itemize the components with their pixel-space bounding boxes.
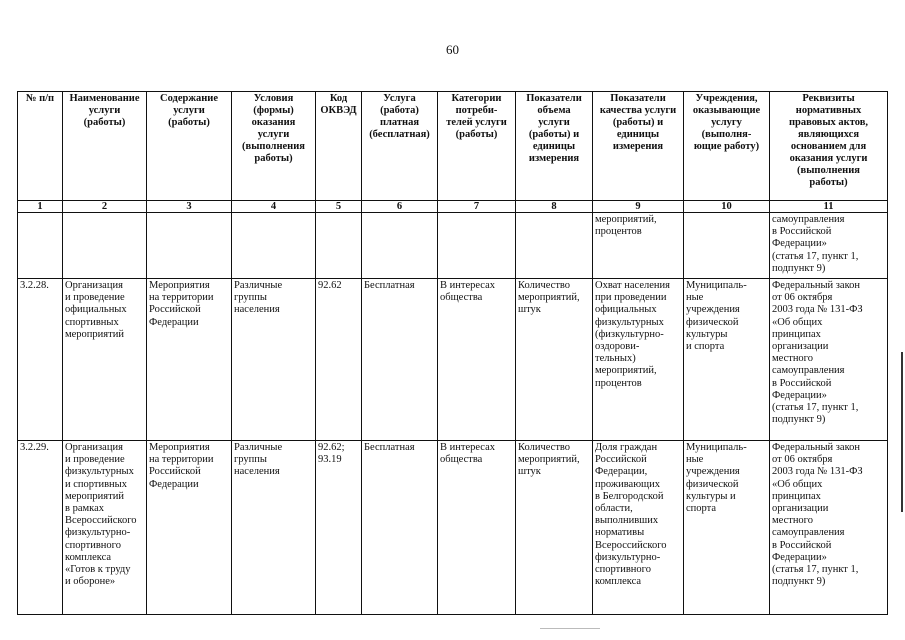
header-line: Наименование [69,93,140,104]
cell-line: выполнивших [595,515,659,527]
column-number: 8 [516,201,593,213]
column-number: 3 [147,201,232,213]
column-number: 2 [63,201,147,213]
column-header [684,92,770,201]
cell-line: Бесплатная [364,442,415,453]
cell-line: общества [440,454,483,466]
column-number: 6 [362,201,438,213]
table-cell [362,441,438,615]
header-line: (формы) [253,105,294,116]
table-cell [147,441,232,615]
header-line: работы) [254,153,293,164]
cell-line: штук [518,466,541,478]
cell-line: культуры [686,328,728,340]
cell-line: физической [686,316,739,328]
column-number-row [18,201,888,213]
cell-line: в рамках [65,503,104,515]
cell-line: физической [686,478,739,490]
cell-line: и проведение [65,292,125,304]
header-line: (бесплатная) [369,129,430,140]
column-number: 1 [18,201,63,213]
header-line: оказания услуги [789,153,868,164]
column-number: 5 [316,201,362,213]
table-cell [593,279,684,441]
cell-line: Российской [149,466,201,478]
cell-line: и спортивных [65,478,127,490]
cell-line: Организация [65,280,123,291]
cell-line: В интересах [440,280,495,291]
header-line: (работа) [380,105,419,116]
cell-line: Муниципаль- [686,442,747,453]
cell-line: ные [686,292,704,304]
table-cell [316,279,362,441]
cell-line: тельных) [595,353,636,365]
header-line: услуги [88,105,121,116]
cell-line: «Об общих [772,478,823,490]
header-row [18,92,888,201]
header-line: ОКВЭД [320,105,357,116]
margin-mark [901,352,903,512]
cell-line: группы [234,454,267,466]
cell-line: подпункт 9) [772,414,826,426]
table-cell [147,213,232,279]
header-line: являющихся [797,129,859,140]
header-line: (работы) [455,129,498,140]
table-cell [438,279,516,441]
cell-line: Федерации [149,478,199,490]
header-line: измерения [612,141,664,152]
services-table [17,91,888,615]
table-cell [232,441,316,615]
table-cell [147,279,232,441]
cell-line: при проведении [595,292,667,304]
header-line: (выполнения [242,141,305,152]
cell-line: 2003 года № 131-ФЗ [772,304,863,316]
cell-line: Количество [518,280,571,291]
column-header [362,92,438,201]
cell-line: от 06 октября [772,292,833,304]
cell-line: местного [772,353,813,365]
cell-line: и проведение [65,454,125,466]
header-line: оказывающие [692,105,761,116]
header-line: потреби- [455,105,498,116]
cell-line: в Российской [772,377,832,389]
cell-line: и обороне» [65,576,116,588]
table-cell [593,213,684,279]
header-line: Содержание [160,93,218,104]
cell-line: спортивных [65,316,119,328]
cell-line: мероприятий, [518,292,580,304]
column-header [18,92,63,201]
header-line: (работы) и [612,117,664,128]
table-cell [63,213,147,279]
cell-line: проживающих [595,478,661,490]
cell-line: группы [234,292,267,304]
cell-line: спорта [686,503,717,515]
cell-line: физкультурно- [65,527,131,539]
cell-line: официальных [595,304,657,316]
table-row [18,213,888,279]
cell-line: Российской [149,304,201,316]
cell-line: в Российской [772,539,832,551]
cell-line: физкультурных [595,316,664,328]
cell-line: населения [234,304,280,316]
cell-line: культуры и [686,490,736,502]
header-line: Показатели [610,93,666,104]
column-number: 11 [770,201,888,213]
cell-line: Охват населения [595,280,670,291]
header-line: Показатели [526,93,582,104]
column-header [516,92,593,201]
header-line: № п/п [25,93,55,104]
cell-line: организации [772,503,829,515]
cell-line: физкультурно- [595,551,661,563]
header-line: Код [329,93,348,104]
cell-line: учреждения [686,304,740,316]
table-cell [593,441,684,615]
column-header [316,92,362,201]
cell-line: Различные [234,442,283,453]
cell-line: Федерации [149,316,199,328]
header-line: качества услуги [599,105,677,116]
table-cell [63,441,147,615]
column-header [438,92,516,201]
cell-line: спортивного [595,564,651,576]
cell-line: на территории [149,454,214,466]
cell-line: Бесплатная [364,280,415,291]
table-cell [232,279,316,441]
cell-line: (статья 17, пункт 1, [772,250,859,262]
header-line: (выполнения [797,165,860,176]
header-line: объема [537,105,571,116]
cell-line: самоуправления [772,365,845,377]
column-header [593,92,684,201]
cell-line: Мероприятия [149,442,210,453]
header-line: (работы) [83,117,126,128]
cell-line: организации [772,341,829,353]
column-number: 10 [684,201,770,213]
cell-line: подпункт 9) [772,576,826,588]
header-line: услуги [538,117,570,128]
header-line: работы) [809,177,848,188]
cell-line: (статья 17, пункт 1, [772,402,859,414]
table-cell [516,213,593,279]
table-cell [770,279,888,441]
cell-line: Федеральный закон [772,442,861,453]
cell-line: Доля граждан [595,442,658,453]
table-cell [770,441,888,615]
table-cell [316,441,362,615]
header-line: Услуга [383,93,416,104]
table-cell [232,213,316,279]
cell-line: Федерации» [772,551,827,563]
cell-line: Федерации» [772,238,827,250]
cell-line: мероприятий, [595,365,657,377]
header-line: Условия [253,93,294,104]
header-line: (работы) [168,117,210,128]
header-line: услуги [173,105,205,116]
cell-line: самоуправления [772,214,845,225]
header-line: (выполня- [701,129,752,140]
cell-line: Федерации» [772,389,827,401]
row-number-cell [18,441,63,615]
column-header [63,92,147,201]
cell-line: 93.19 [318,454,342,466]
cell-line: «Об общих [772,316,823,328]
cell-line: принципах [772,490,821,502]
cell-line: Мероприятия [149,280,210,291]
header-line: нормативных [795,105,862,116]
header-line: измерения [528,153,580,164]
header-line: единицы [532,141,576,152]
cell-line: 2003 года № 131-ФЗ [772,466,863,478]
cell-line: комплекса [595,576,642,588]
cell-line: общества [440,292,483,304]
cell-line: Всероссийского [65,515,137,527]
cell-line: Количество [518,442,571,453]
column-header [232,92,316,201]
table-cell [684,279,770,441]
cell-line: официальных [65,304,127,316]
cell-line: В интересах [440,442,495,453]
column-number: 9 [593,201,684,213]
column-number: 4 [232,201,316,213]
table-row [18,441,888,615]
cell-line: Всероссийского [595,539,667,551]
cell-line: комплекса [65,551,112,563]
header-line: (работы) и [528,129,580,140]
cell-line: спортивного [65,539,121,551]
cell-line: в Белгородской [595,490,664,502]
cell-line: Федерации, [595,466,648,478]
table-cell [770,213,888,279]
cell-line: в Российской [772,226,832,238]
cell-line: Федеральный закон [772,280,861,291]
table-cell [362,213,438,279]
table-cell [362,279,438,441]
cell-line: мероприятий [65,490,124,502]
table-cell [438,213,516,279]
cell-line: подпункт 9) [772,262,826,274]
cell-line: 92.62; [318,442,345,453]
cell-line: физкультурных [65,466,134,478]
header-line: услугу [711,117,742,128]
header-line: ющие работу) [693,141,760,152]
cell-line: области, [595,503,633,515]
table-cell [684,213,770,279]
table-cell [516,441,593,615]
cell-line: «Готов к труду [65,564,131,576]
cell-line: процентов [595,226,642,238]
header-line: телей услуги [446,117,507,128]
header-line: услуги [257,129,290,140]
cell-line: и спорта [686,341,725,353]
cell-line: самоуправления [772,527,845,539]
header-line: платная [379,117,420,128]
header-line: Учреждения, [695,93,758,104]
cell-line: Российской [595,454,647,466]
cell-line: процентов [595,377,642,389]
cell-line: принципах [772,328,821,340]
table-cell [316,213,362,279]
cell-line: оздорови- [595,341,640,353]
table-cell [516,279,593,441]
header-line: Реквизиты [802,93,855,104]
table-cell [438,441,516,615]
row-number-cell [18,279,63,441]
cell-line: 3.2.29. [20,442,49,453]
table-row [18,279,888,441]
cell-line: учреждения [686,466,740,478]
cell-line: Муниципаль- [686,280,747,291]
cell-line: штук [518,304,541,316]
cell-line: местного [772,515,813,527]
cell-line: Организация [65,442,123,453]
column-number: 7 [438,201,516,213]
cell-line: (статья 17, пункт 1, [772,564,859,576]
header-line: Категории [451,93,502,104]
cell-line: (физкультурно- [595,328,664,340]
page-number: 60 [446,42,459,57]
row-number-cell [18,213,63,279]
scan-mark [540,628,600,629]
header-line: оказания [251,117,296,128]
cell-line: от 06 октября [772,454,833,466]
table-cell [684,441,770,615]
cell-line: мероприятий, [518,454,580,466]
header-line: основанием для [790,141,867,152]
table-cell [63,279,147,441]
cell-line: Различные [234,280,283,291]
column-header [147,92,232,201]
header-line: единицы [616,129,660,140]
cell-line: 92.62 [318,280,342,291]
cell-line: на территории [149,292,214,304]
cell-line: населения [234,466,280,478]
cell-line: мероприятий, [595,214,657,225]
header-line: правовых актов, [788,117,869,128]
cell-line: ные [686,454,704,466]
column-header [770,92,888,201]
cell-line: нормативы [595,527,645,539]
cell-line: мероприятий [65,328,124,340]
cell-line: 3.2.28. [20,280,49,291]
